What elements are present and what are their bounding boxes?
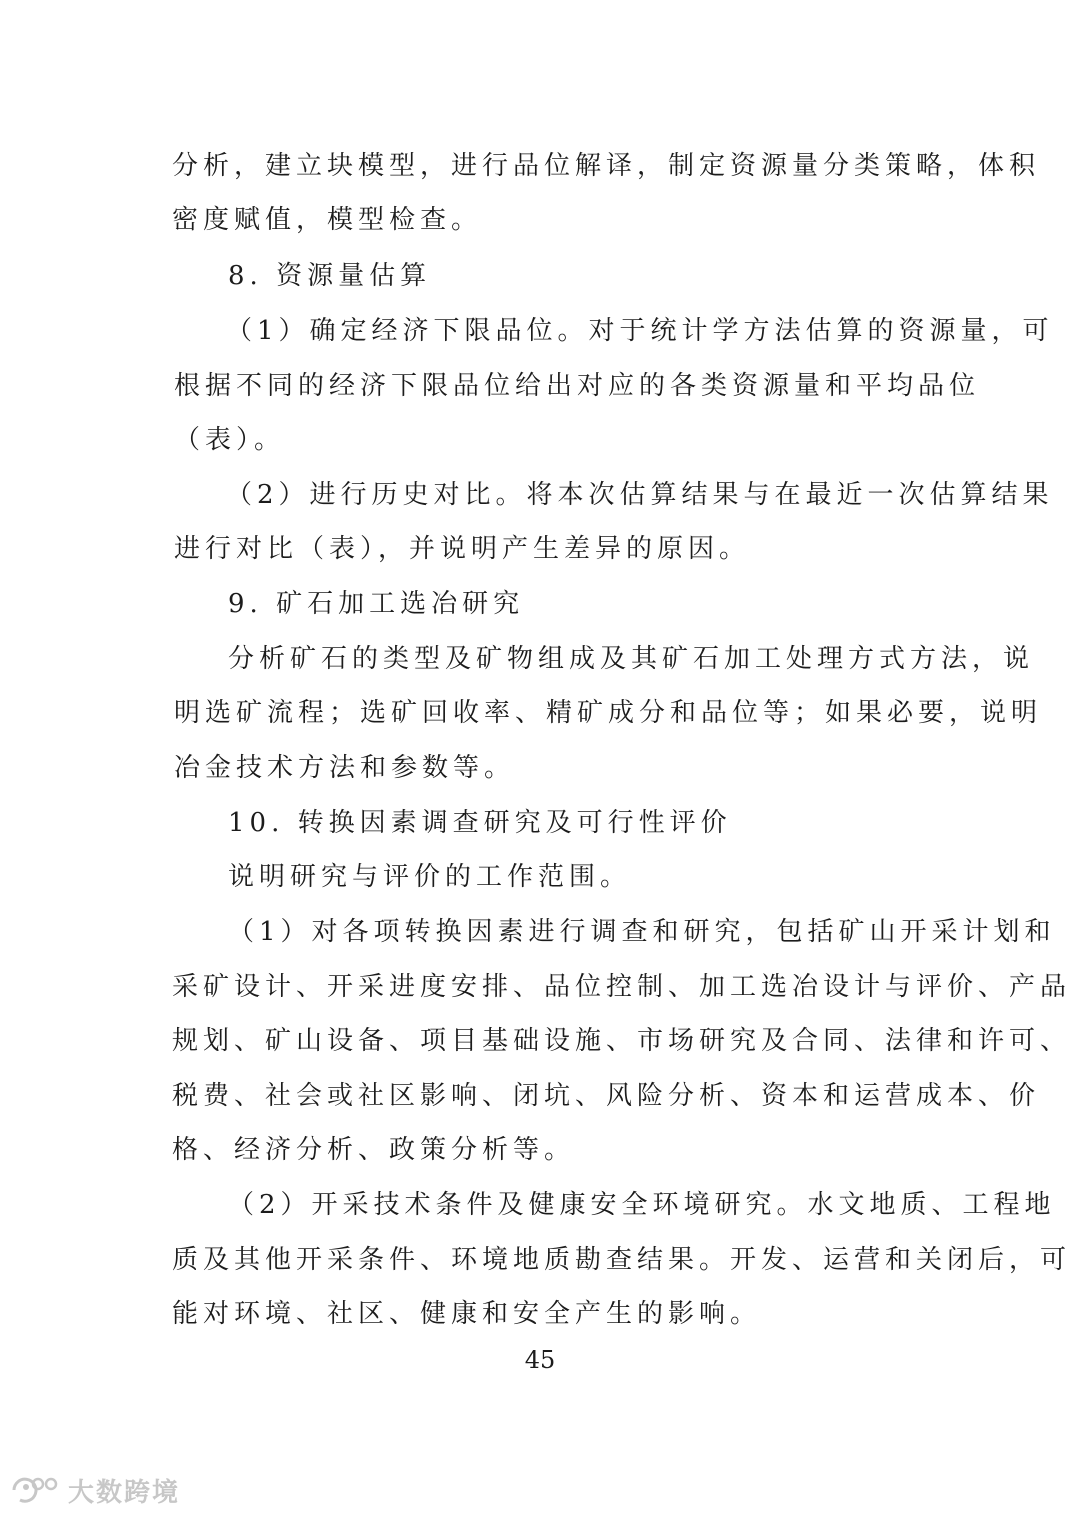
paragraph-line: （2）进行历史对比。将本次估算结果与在最近一次估算结果: [226, 480, 1054, 510]
paragraph-line: 税费、社会或社区影响、闭坑、风险分析、资本和运营成本、价: [172, 1081, 1041, 1111]
paragraph-line: 进行对比（表），并说明产生差异的原因。: [174, 534, 751, 564]
paragraph-line: 根据不同的经济下限品位给出对应的各类资源量和平均品位: [174, 371, 981, 401]
paragraph-line: 分析，建立块模型，进行品位解译，制定资源量分类策略，体积: [172, 151, 1041, 181]
paragraph-line: 规划、矿山设备、项目基础设施、市场研究及合同、法律和许可、: [172, 1026, 1072, 1056]
paragraph-line: 冶金技术方法和参数等。: [174, 753, 516, 783]
paragraph-line: 说明研究与评价的工作范围。: [228, 862, 632, 892]
paragraph-line: 能对环境、社区、健康和安全产生的影响。: [172, 1299, 762, 1329]
paragraph-line: 格、经济分析、政策分析等。: [172, 1135, 576, 1165]
brand-logo-icon: [10, 1473, 60, 1507]
watermark-text: 大数跨境: [68, 1477, 181, 1508]
paragraph-line: 采矿设计、开采进度安排、品位控制、加工选冶设计与评价、产品: [172, 972, 1072, 1002]
section-heading: 10. 转换因素调查研究及可行性评价: [228, 808, 732, 838]
paragraph-line: 质及其他开采条件、环境地质勘查结果。开发、运营和关闭后，可: [172, 1245, 1072, 1275]
paragraph-line: （1）确定经济下限品位。对于统计学方法估算的资源量，可: [226, 316, 1054, 346]
paragraph-line: 分析矿石的类型及矿物组成及其矿石加工处理方式方法，说: [228, 644, 1035, 674]
section-heading: 9. 矿石加工选冶研究: [228, 589, 525, 619]
page-number: 45: [524, 1346, 556, 1374]
paragraph-line: 明选矿流程；选矿回收率、精矿成分和品位等；如果必要，说明: [174, 698, 1043, 728]
paragraph-line: 密度赋值，模型检查。: [172, 205, 483, 235]
paragraph-line: （1）对各项转换因素进行调查和研究，包括矿山开采计划和: [228, 917, 1056, 947]
section-heading: 8. 资源量估算: [228, 261, 432, 291]
paragraph-line: （2）开采技术条件及健康安全环境研究。水文地质、工程地: [228, 1190, 1056, 1220]
watermark: [10, 1468, 180, 1512]
paragraph-line: （表）。: [174, 425, 286, 455]
